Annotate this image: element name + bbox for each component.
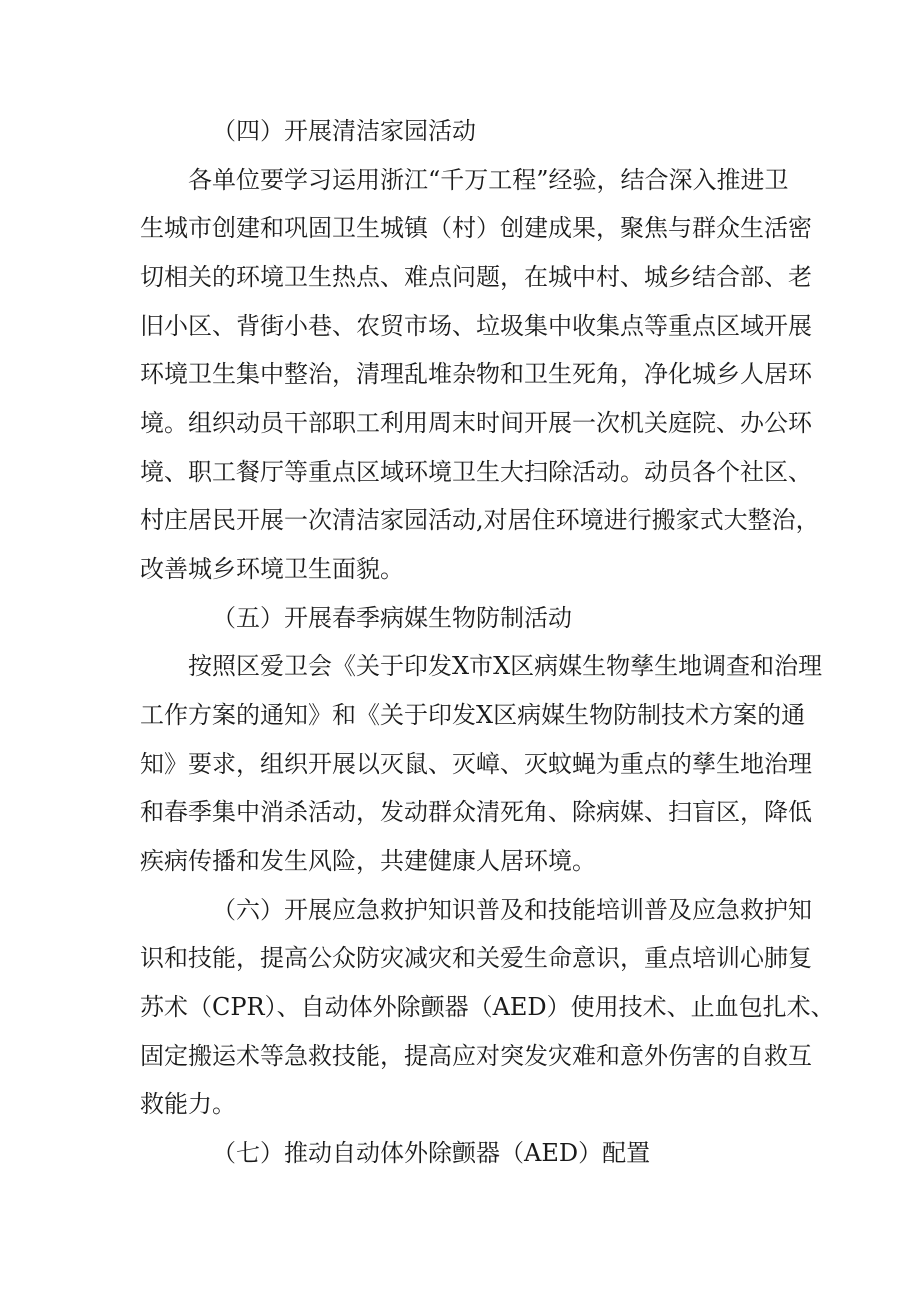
paragraph-line: 救能力。 — [140, 1090, 236, 1118]
paragraph-line: 各单位要学习运用浙江“千万工程”经验，结合深入推进卫 — [188, 166, 789, 194]
paragraph-line: 切相关的环境卫生热点、难点问题，在城中村、城乡结合部、老 — [140, 263, 812, 291]
paragraph-line: 疾病传播和发生风险，共建健康人居环境。 — [140, 847, 596, 875]
paragraph-line: 改善城乡环境卫生面貌。 — [140, 555, 404, 583]
section-heading-5: （五）开展春季病媒生物防制活动 — [212, 604, 572, 632]
paragraph-line: 苏术（CPR）、自动体外除颤器（AED）使用技术、止血包扎术、 — [140, 993, 835, 1021]
paragraph-line: 村庄居民开展一次清洁家园活动,对居住环境进行搬家式大整治， — [140, 506, 820, 534]
paragraph-line: 境。组织动员干部职工利用周末时间开展一次机关庭院、办公环 — [140, 409, 812, 437]
section-heading-4: （四）开展清洁家园活动 — [212, 117, 476, 145]
paragraph-line: 知》要求，组织开展以灭鼠、灭嶂、灭蚊蝇为重点的孳生地治理 — [140, 750, 812, 778]
paragraph-line: 境、职工餐厅等重点区域环境卫生大扫除活动。动员各个社区、 — [140, 458, 812, 486]
section-heading-7: （七）推动自动体外除颤器（AED）配置 — [212, 1139, 651, 1167]
paragraph-line: 识和技能，提高公众防灾减灾和关爱生命意识，重点培训心肺复 — [140, 944, 812, 972]
paragraph-line: 工作方案的通知》和《关于印发X区病媒生物防制技术方案的通 — [140, 701, 806, 729]
paragraph-line: 旧小区、背街小巷、农贸市场、垃圾集中收集点等重点区域开展 — [140, 312, 812, 340]
paragraph-line: 和春季集中消杀活动，发动群众清死角、除病媒、扫盲区，降低 — [140, 798, 812, 826]
paragraph-line: 环境卫生集中整治，清理乱堆杂物和卫生死角，净化城乡人居环 — [140, 360, 812, 388]
paragraph-line: 按照区爱卫会《关于印发X市X区病媒生物孳生地调查和治理 — [188, 652, 823, 680]
section-heading-6: （六）开展应急救护知识普及和技能培训普及应急救护知 — [212, 896, 812, 924]
paragraph-line: 固定搬运术等急救技能，提高应对突发灾难和意外伤害的自救互 — [140, 1042, 812, 1070]
paragraph-line: 生城市创建和巩固卫生城镇（村）创建成果，聚焦与群众生活密 — [140, 214, 812, 242]
